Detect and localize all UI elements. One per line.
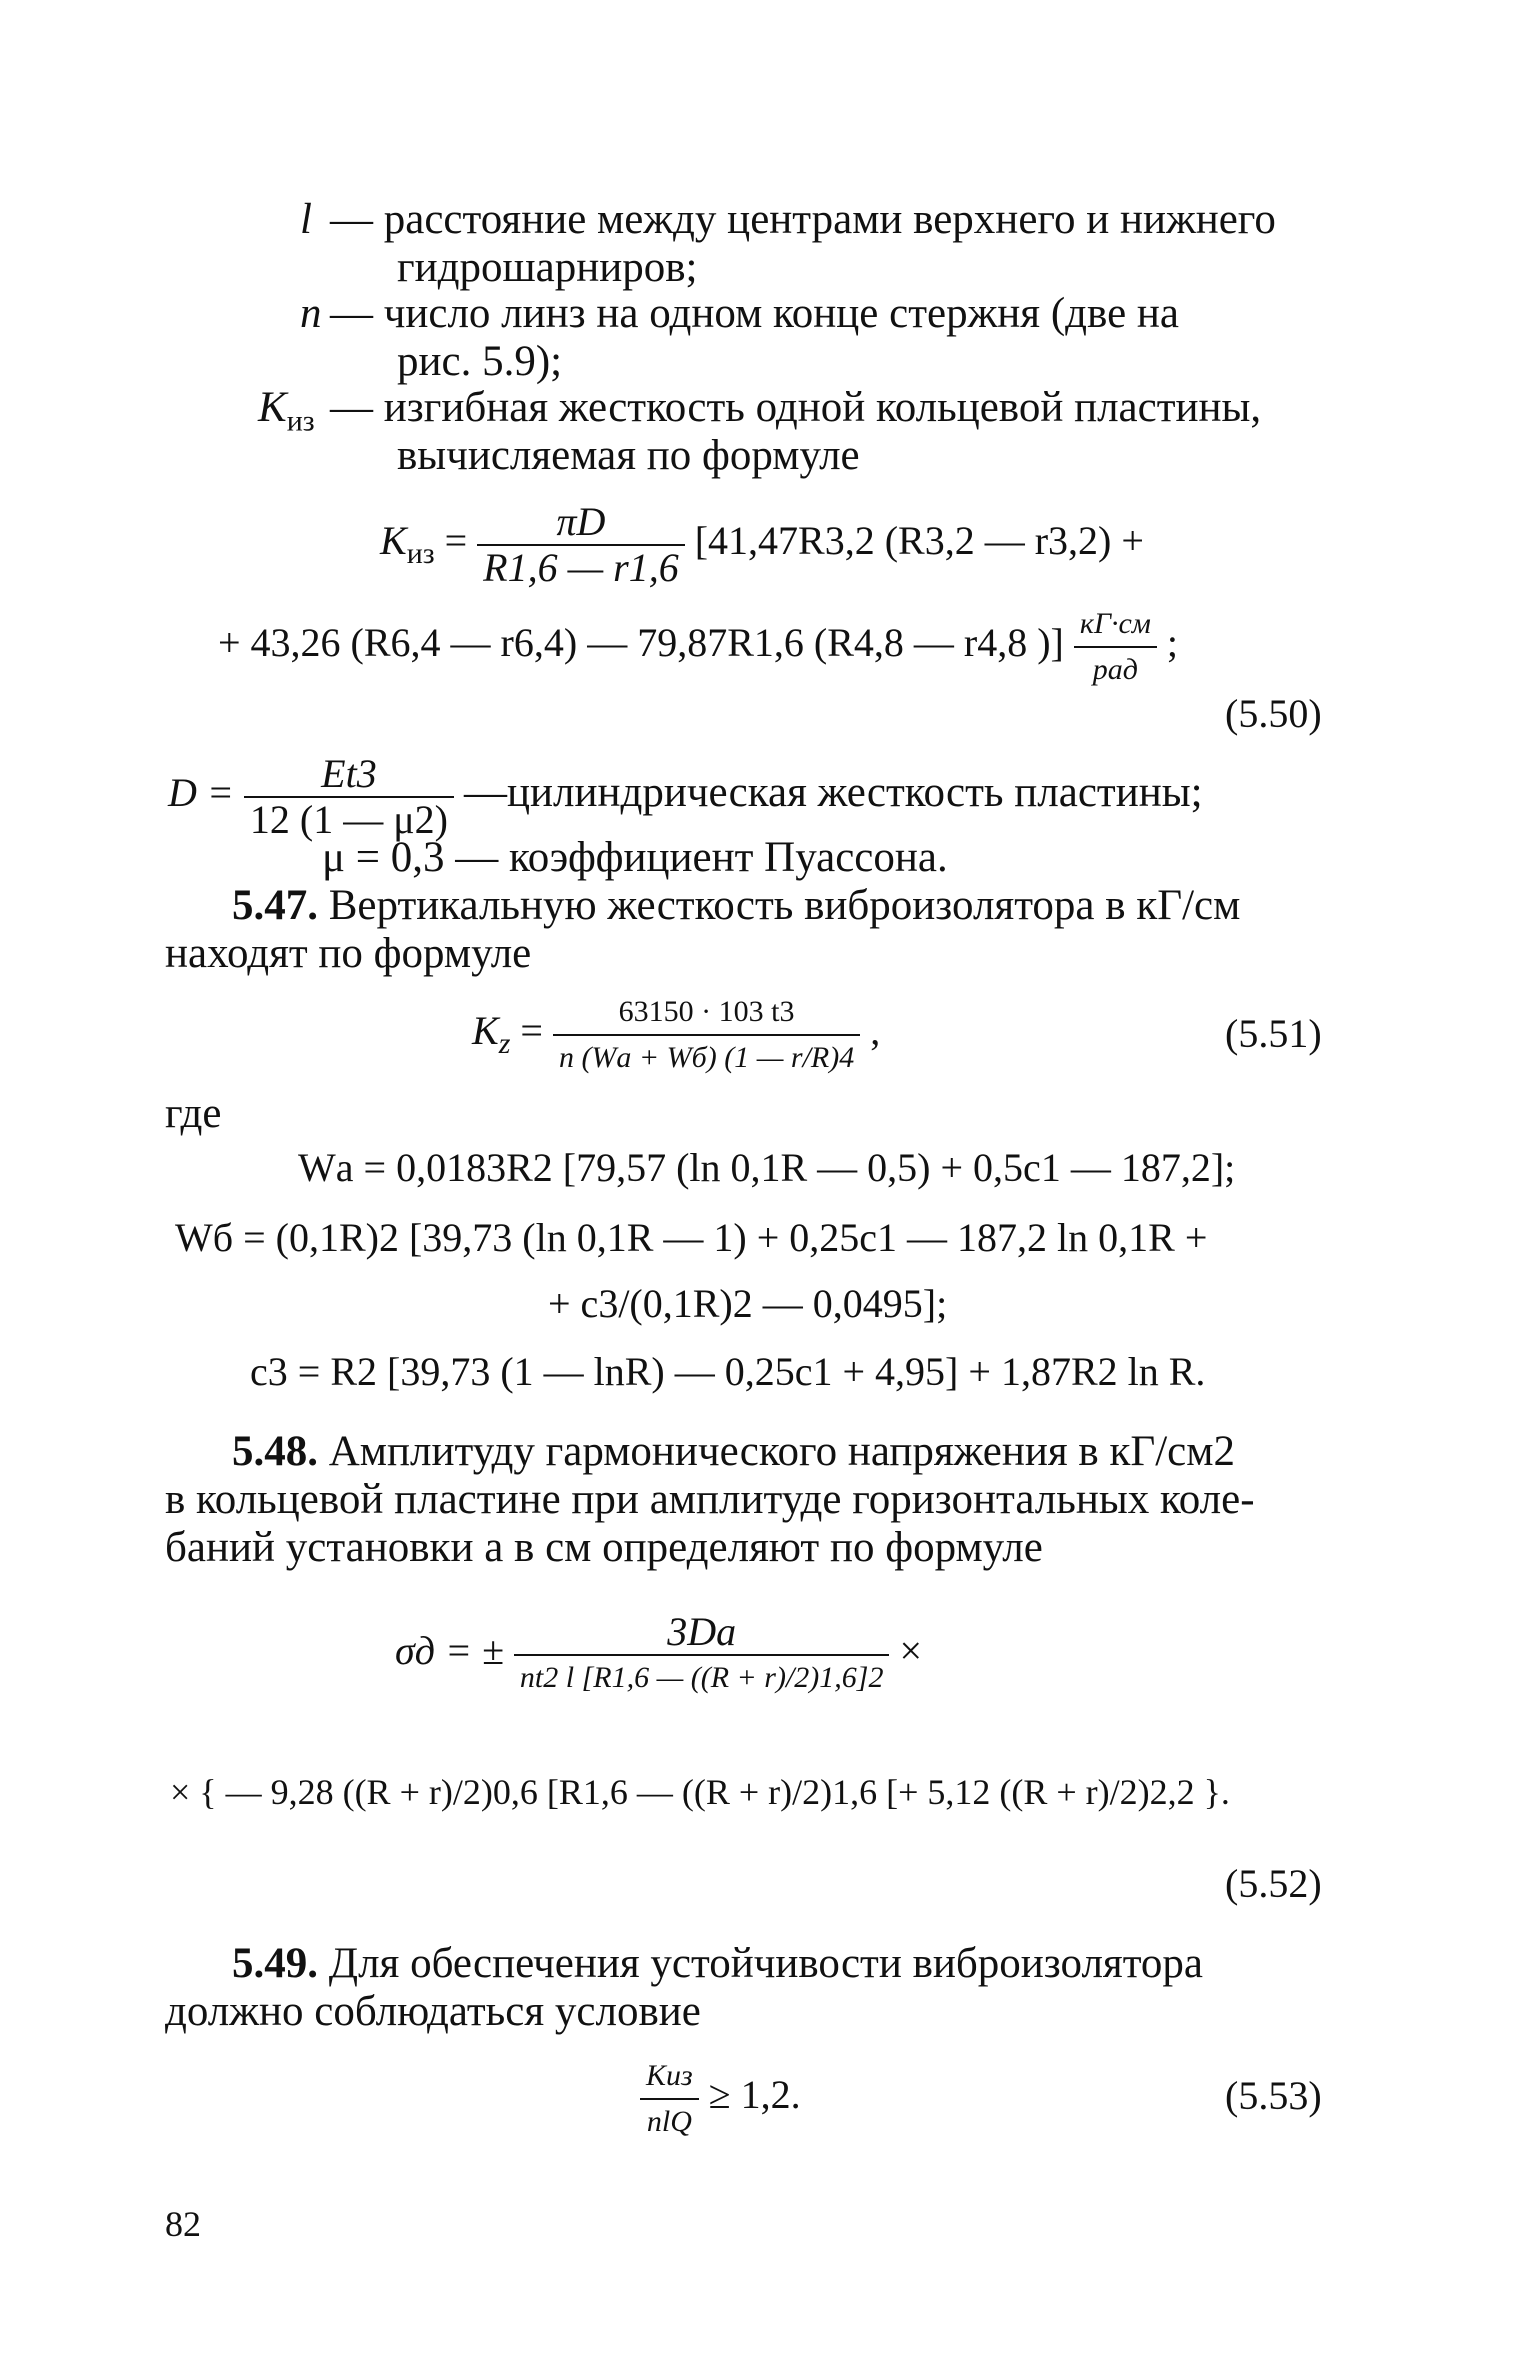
d-def-text: —цилиндрическая жесткость пластины; xyxy=(463,769,1203,817)
eq-5-53 xyxy=(640,2054,801,2144)
def-n-text: — число линз на одном конце стержня (две на xyxy=(330,290,1179,337)
p547-number: 5.47. xyxy=(232,882,318,929)
eq-5-50-unit xyxy=(1074,602,1157,692)
p549-text1: Для обеспечения устойчивости виброизолятора xyxy=(328,1940,1204,1987)
c3-formula: c3 = R2 [39,73 (1 — lnR) — 0,25c1 + 4,95] + 1,87R2 ln R. xyxy=(250,1349,1206,1394)
d-def-frac-num: Et3 xyxy=(244,752,454,798)
eq-5-52-line1 xyxy=(395,1610,922,1700)
def-k-symbol xyxy=(258,384,315,446)
eq-5-51-lhs-sub: z xyxy=(498,1027,511,1061)
eq-5-51-comma: , xyxy=(870,1008,881,1054)
eq-5-50-unit-den: рад xyxy=(1092,653,1138,686)
def-k-text2: вычисляемая по формуле xyxy=(397,432,860,479)
mu-line: μ = 0,3 — коэффициент Пуассона. xyxy=(322,834,948,881)
eq-5-50-frac-num: πD xyxy=(477,500,685,546)
eq-5-50-unit-num: кГ·см xyxy=(1074,602,1157,648)
eq-5-50-frac-den: R1,6 — r1,6 xyxy=(483,545,679,590)
p548-line3: баний установки а в см определяют по формуле xyxy=(165,1524,1043,1571)
d-def-fraction xyxy=(244,752,454,842)
eq-5-50-number: (5.50) xyxy=(1225,691,1322,736)
eq-5-53-rhs: ≥ 1,2. xyxy=(708,2072,801,2118)
p547-text1: Вертикальную жесткость виброизолятора в кГ/см xyxy=(328,882,1241,929)
eq-5-50-unit-end: ; xyxy=(1166,620,1179,666)
def-l-symbol: l xyxy=(300,196,312,243)
eq-5-53-frac-den: nlQ xyxy=(646,2105,692,2138)
def-l-text: — расстояние между центрами верхнего и нижнего xyxy=(330,196,1276,243)
eq-5-52-line2: × { — 9,28 ((R + r)/2)0,6 [R1,6 — ((R + r)/2)1,6 [+ 5,12 ((R + r)/2)2,2 }. xyxy=(170,1772,1230,1812)
eq-5-50-line1: $K_{из}$ = $\frac{\pi D}{R1,6 — r1,6}$ [41,47R3,2 (R3,2 — r3,2) + xyxy=(380,499,1144,590)
page-number: 82 xyxy=(165,2204,201,2244)
d-definition xyxy=(168,752,1203,842)
def-k-letter: K xyxy=(258,384,287,431)
eq-5-50-line1-rest: [41,47R3,2 (R3,2 — r3,2) + xyxy=(694,518,1144,564)
def-n-symbol: n xyxy=(300,290,322,337)
def-k-text: — изгибная жесткость одной кольцевой пластины, xyxy=(330,384,1262,431)
p548-number: 5.48. xyxy=(232,1428,318,1475)
p549-number: 5.49. xyxy=(232,1940,318,1987)
eq-5-52-frac-num: 3Da xyxy=(514,1610,890,1656)
eq-5-51-fraction xyxy=(553,990,860,1080)
eq-5-51-lhs: K xyxy=(472,1008,499,1054)
eq-5-52-lhs: σд = ± xyxy=(395,1628,504,1674)
eq-5-50-fraction xyxy=(477,500,685,590)
eq-5-50-line2: + 43,26 (R6,4 — r6,4) — 79,87R1,6 (R4,8 — r4,8 )] xyxy=(218,620,1064,666)
d-def-lhs: D = xyxy=(168,770,234,816)
p548-line2: в кольцевой пластине при амплитуде горизонтальных коле- xyxy=(165,1476,1255,1523)
eq-5-53-fraction xyxy=(640,2054,699,2144)
where-word: где xyxy=(165,1090,222,1137)
def-n-text2: рис. 5.9); xyxy=(397,338,563,385)
eq-5-52-number: (5.52) xyxy=(1225,1861,1322,1906)
p548-text1: Амплитуду гармонического напряжения в кГ/см2 xyxy=(328,1428,1235,1475)
eq-5-53-number: (5.53) xyxy=(1225,2073,1322,2118)
eq-5-50-lhs-sub: из xyxy=(406,537,435,571)
eq-5-51-number: (5.51) xyxy=(1225,1011,1322,1056)
eq-5-53-frac-num: Kиз xyxy=(640,2054,699,2100)
p547-line2: находят по формуле xyxy=(165,930,532,977)
p548-line1 xyxy=(232,1428,1235,1476)
eq-5-50-line2-wrap xyxy=(218,602,1178,692)
def-l-text2: гидрошарниров; xyxy=(397,244,698,291)
def-k-subscript: из xyxy=(286,404,315,438)
eq-5-52-fraction xyxy=(514,1610,890,1700)
wa-formula: Wа = 0,0183R2 [79,57 (ln 0,1R — 0,5) + 0,5c1 — 187,2]; xyxy=(298,1145,1236,1190)
eq-5-51-frac-num: 63150 · 103 t3 xyxy=(553,990,860,1036)
eq-5-51-frac-den: n (Wа + Wб) (1 — r/R)4 xyxy=(558,1041,855,1074)
wb-formula-line2: + c3/(0,1R)2 — 0,0495]; xyxy=(548,1281,948,1326)
wb-formula-line1: Wб = (0,1R)2 [39,73 (ln 0,1R — 1) + 0,25c1 — 187,2 ln 0,1R + xyxy=(175,1215,1208,1260)
p547-line1 xyxy=(232,882,1240,930)
eq-5-51: $K_z$ = $\frac{63150 \cdot 103 t3}{n (Wа + Wб) (1 — r/R)4}$ , xyxy=(472,990,880,1080)
d-def-frac-den: 12 (1 — μ2) xyxy=(249,797,448,842)
eq-5-50-lhs: K xyxy=(380,518,407,564)
p549-line1 xyxy=(232,1940,1203,1988)
eq-5-52-times: × xyxy=(899,1628,923,1674)
p549-line2: должно соблюдаться условие xyxy=(165,1988,701,2035)
eq-5-52-frac-den: nt2 l [R1,6 — ((R + r)/2)1,6]2 xyxy=(519,1661,884,1694)
